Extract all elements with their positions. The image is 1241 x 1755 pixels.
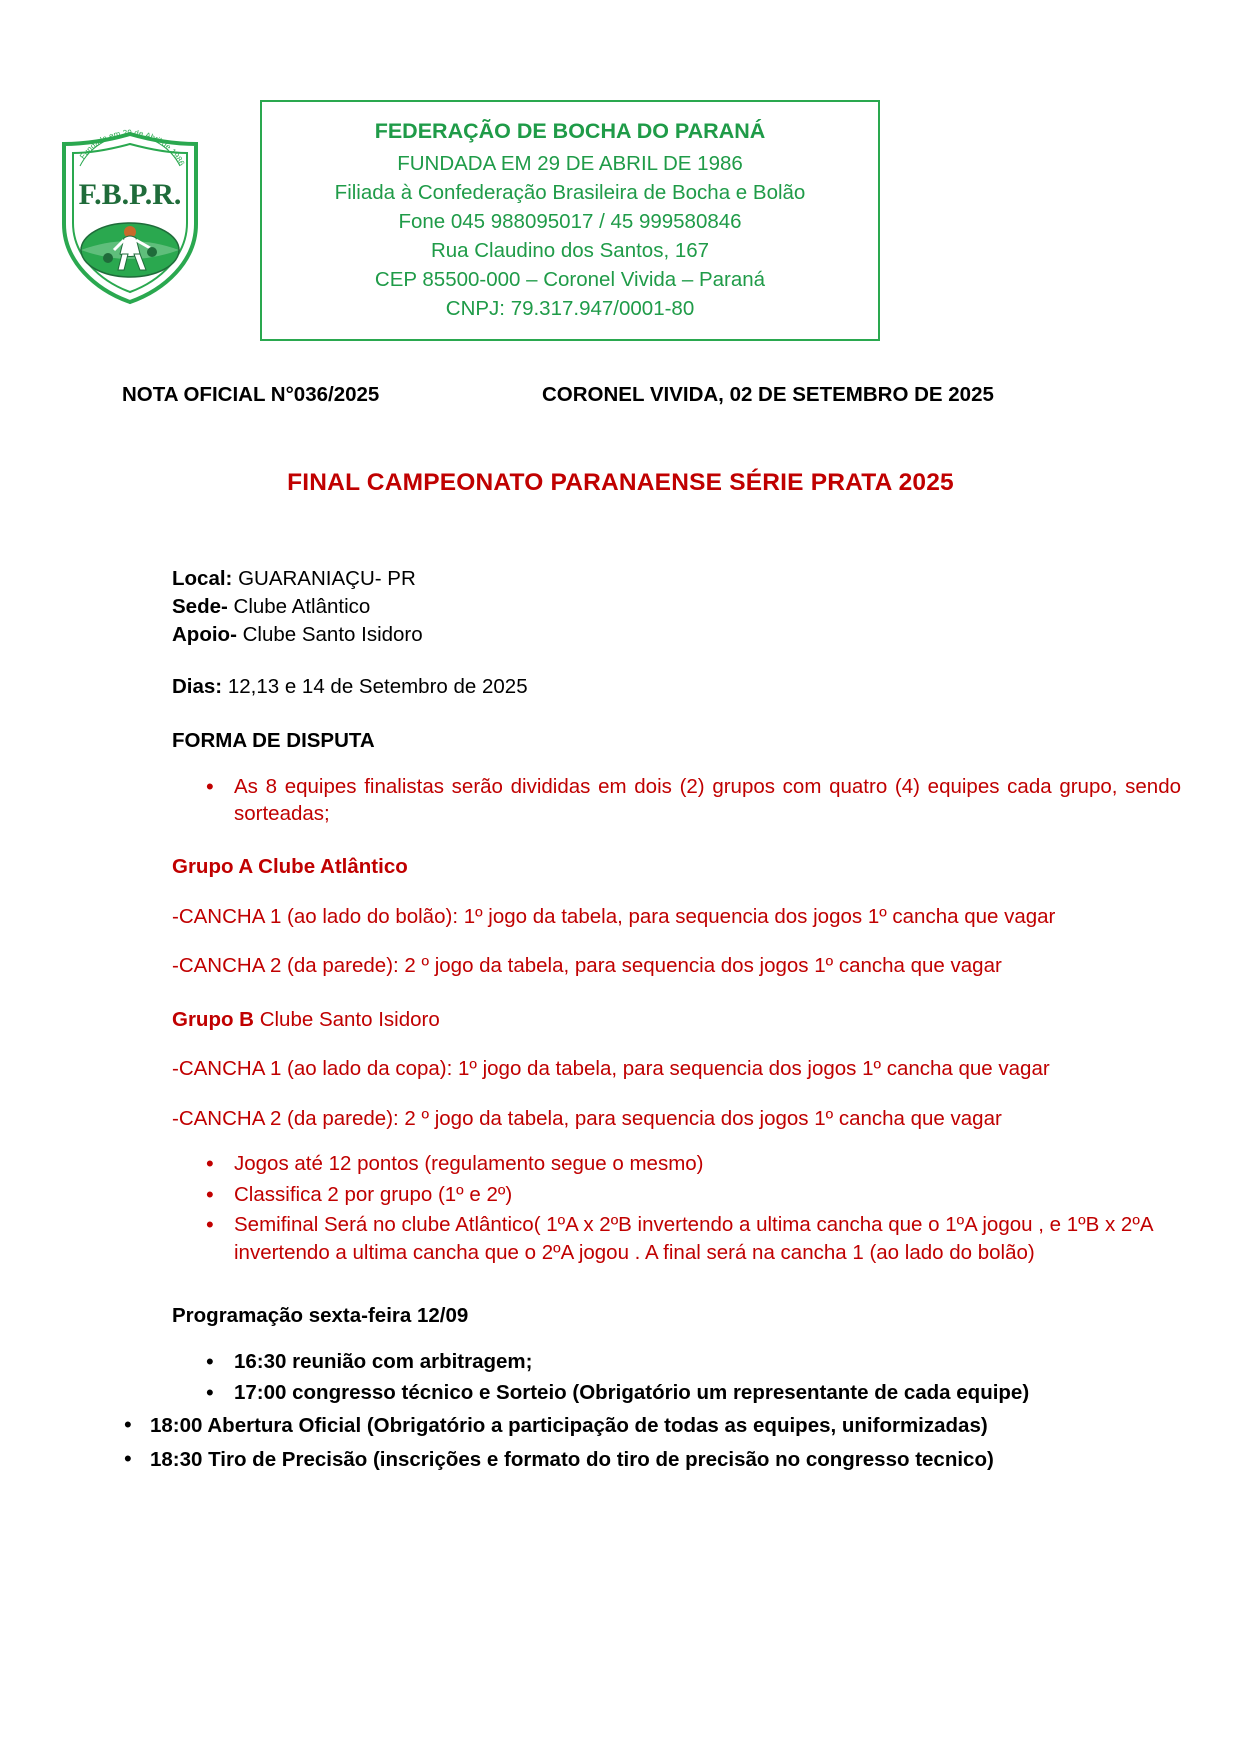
info-dias	[172, 673, 1181, 701]
list-item: • Jogos até 12 pontos (regulamento segue o mesmo)	[234, 1150, 1181, 1177]
federation-line-4: Rua Claudino dos Santos, 167	[430, 238, 710, 262]
info-sede-label: Sede-	[172, 595, 228, 619]
federation-logo-wrap	[0, 100, 260, 308]
nota-local-data: CORONEL VIVIDA, 02 DE SETEMBRO DE 2025	[542, 383, 994, 407]
programacao-heading: Programação sexta-feira 12/09	[172, 1304, 469, 1328]
nota-numero: NOTA OFICIAL N°036/2025	[122, 383, 380, 407]
svg-text:Fundada em 29 de Abril de 1986: Fundada em 29 de Abril de 1986	[78, 128, 187, 168]
list-item: • 18:30 Tiro de Precisão (inscrições e formato do tiro de precisão no congresso tecnico)	[150, 1446, 1181, 1474]
svg-text:F.B.P.R.: F.B.P.R.	[78, 178, 182, 211]
fbpr-shield-logo	[46, 128, 214, 308]
federation-info-box	[260, 100, 880, 341]
federation-line-6: CNPJ: 79.317.947/0001-80	[445, 297, 695, 321]
federation-line-2: Filiada à Confederação Brasileira de Bocha e Bolão	[334, 180, 806, 204]
page-title: FINAL CAMPEONATO PARANAENSE SÉRIE PRATA 2025	[287, 469, 954, 497]
federation-line-1: FUNDADA EM 29 DE ABRIL DE 1986	[397, 151, 743, 175]
federation-line-5: CEP 85500-000 – Coronel Vivida – Paraná	[374, 267, 766, 291]
nota-row	[0, 383, 1241, 407]
disputa-intro-list	[172, 773, 1181, 828]
info-local-label: Local:	[172, 567, 233, 591]
disputa-rules-list	[172, 1150, 1181, 1266]
list-item: • Semifinal Será no clube Atlântico( 1ºA x 2ºB invertendo a ultima cancha que o 1ºA jogou , e 1ºB x 2ºA invertendo a ultima cancha que o 2ºA jogou . A final será na cancha 1 (ao lado do bolão)	[234, 1211, 1181, 1266]
info-local	[172, 565, 1181, 593]
info-sede-value: Clube Atlântico	[227, 595, 371, 619]
list-item: • 18:00 Abertura Oficial (Obrigatório a participação de todas as equipes, uniformizadas)	[150, 1412, 1181, 1440]
forma-de-disputa-heading: FORMA DE DISPUTA	[172, 728, 375, 752]
grupo-b-cancha-1: -CANCHA 1 (ao lado da copa): 1º jogo da tabela, para sequencia dos jogos 1º cancha que vagar	[172, 1057, 1050, 1081]
info-dias-label: Dias:	[172, 674, 223, 698]
document-body	[0, 565, 1241, 1474]
federation-line-3: Fone 045 988095017 / 45 999580846	[398, 209, 742, 233]
grupo-b-label: Grupo B	[172, 1007, 254, 1031]
list-item: • As 8 equipes finalistas serão divididas em dois (2) grupos com quatro (4) equipes cada grupo, sendo sorteadas;	[234, 773, 1181, 828]
list-item: • Classifica 2 por grupo (1º e 2º)	[234, 1181, 1181, 1208]
grupo-a-label: Grupo A Clube Atlântico	[172, 855, 408, 879]
programacao-outer-list	[150, 1412, 1181, 1474]
info-sede	[172, 593, 1181, 621]
grupo-a-heading	[172, 853, 1181, 880]
grupo-a-cancha-1: -CANCHA 1 (ao lado do bolão): 1º jogo da tabela, para sequencia dos jogos 1º cancha que vagar	[172, 904, 1056, 928]
list-item: • 17:00 congresso técnico e Sorteio (Obrigatório um representante de cada equipe)	[234, 1379, 1181, 1406]
info-apoio-label: Apoio-	[172, 622, 237, 646]
info-local-value: GUARANIAÇU- PR	[232, 567, 416, 591]
info-apoio	[172, 621, 1181, 649]
info-dias-value: 12,13 e 14 de Setembro de 2025	[222, 674, 528, 698]
list-item: • 16:30 reunião com arbitragem;	[234, 1348, 1181, 1375]
grupo-b-club: Clube Santo Isidoro	[254, 1007, 440, 1031]
programacao-inner-list	[172, 1348, 1181, 1406]
document-header	[0, 0, 1241, 341]
grupo-a-cancha-2: -CANCHA 2 (da parede): 2 º jogo da tabela, para sequencia dos jogos 1º cancha que vagar	[172, 954, 1002, 978]
grupo-b-cancha-2: -CANCHA 2 (da parede): 2 º jogo da tabela, para sequencia dos jogos 1º cancha que vagar	[172, 1106, 1002, 1130]
grupo-b-heading	[172, 1006, 1181, 1033]
federation-title: FEDERAÇÃO DE BOCHA DO PARANÁ	[374, 119, 766, 143]
info-apoio-value: Clube Santo Isidoro	[236, 622, 423, 646]
